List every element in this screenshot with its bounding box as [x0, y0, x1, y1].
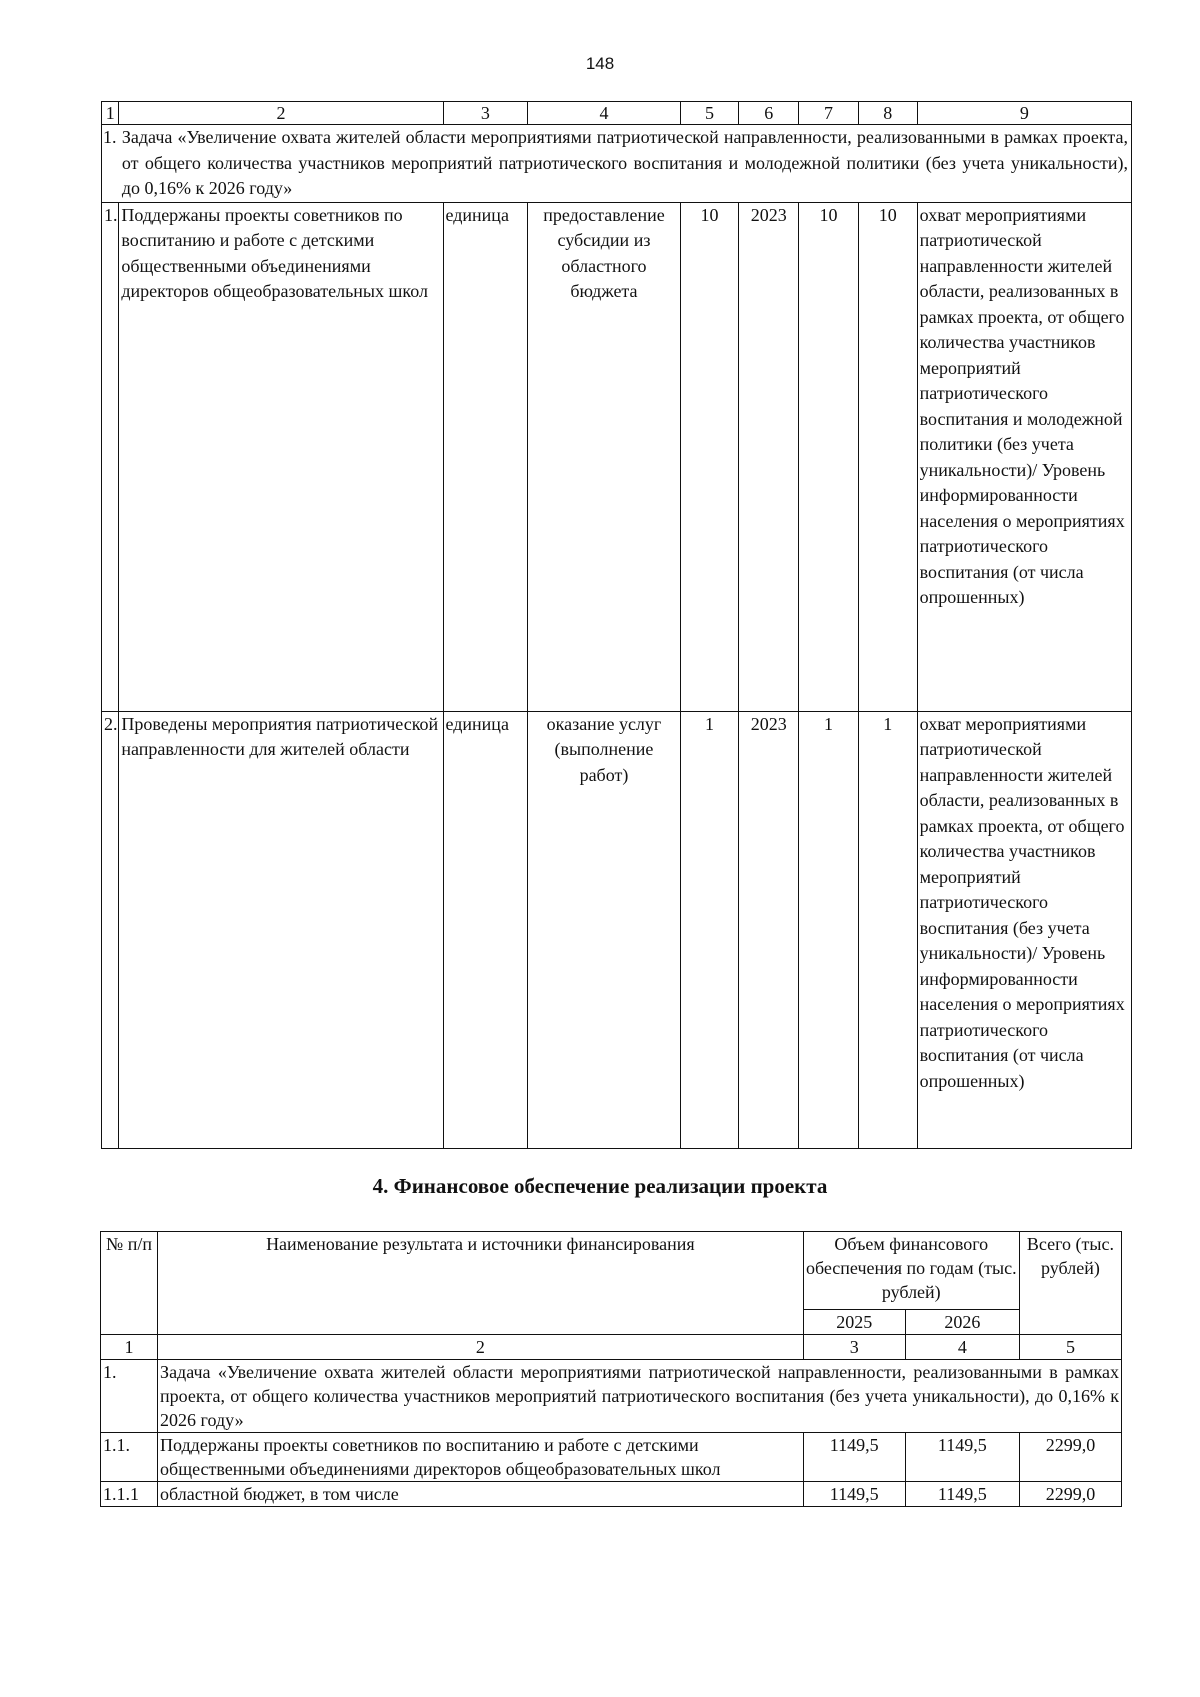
- finance-header-row: [101, 1232, 1122, 1310]
- finance-task-row: [101, 1360, 1122, 1433]
- table-row: [101, 1482, 1122, 1507]
- result-type: оказание услуг (выполнение работ): [528, 711, 680, 1148]
- col-header: 1: [102, 102, 119, 125]
- task-text: Задача «Увеличение охвата жителей области мероприятиями патриотической направленности, реализованными в рамках проекта, от общего количества участников мероприятий патриотического воспитания и молодежной политики (без учета уникальности), до 0,16% к 2026 году»: [119, 125, 1132, 203]
- indicator-link: охват мероприятиями патриотической направленности жителей области, реализованных в рамках проекта, от общего количества участников мероприятий патриотического воспитания (без учета уникальности)/ Уровень информированности населения о мероприятиях патриотического воспитания (от числа опрошенных): [917, 711, 1131, 1148]
- task-number: 1.: [102, 125, 119, 203]
- header-volume: Объем финансового обеспечения по годам (тыс. рублей): [803, 1232, 1019, 1310]
- col-header: 7: [799, 102, 859, 125]
- table-row: [101, 1433, 1122, 1482]
- col-header: 8: [858, 102, 917, 125]
- table-row: [102, 202, 1132, 711]
- task-row: [102, 125, 1132, 203]
- base-value: 1: [680, 711, 739, 1148]
- amount-total: 2299,0: [1019, 1433, 1121, 1482]
- col-header: 4: [528, 102, 680, 125]
- unit: единица: [443, 711, 528, 1148]
- col-header: 6: [739, 102, 799, 125]
- header-total: Всего (тыс. рублей): [1019, 1232, 1121, 1335]
- col-number: 1: [101, 1335, 158, 1360]
- header-name: Наименование результата и источники финансирования: [158, 1232, 804, 1335]
- col-number: 4: [905, 1335, 1019, 1360]
- value-2026: 10: [858, 202, 917, 711]
- task-number: 1.: [101, 1360, 158, 1433]
- col-header: 5: [680, 102, 739, 125]
- results-table: [101, 101, 1132, 1149]
- base-year: 2023: [739, 202, 799, 711]
- col-header: 2: [119, 102, 443, 125]
- result-name: Поддержаны проекты советников по воспитанию и работе с детскими общественными объединениями директоров общеобразовательных школ: [158, 1433, 804, 1482]
- amount-total: 2299,0: [1019, 1482, 1121, 1507]
- result-name: Поддержаны проекты советников по воспитанию и работе с детскими общественными объединениями директоров общеобразовательных школ: [119, 202, 443, 711]
- finance-table: [100, 1231, 1122, 1507]
- header-year-2026: 2026: [905, 1310, 1019, 1335]
- base-value: 10: [680, 202, 739, 711]
- value-2025: 10: [799, 202, 859, 711]
- task-text: Задача «Увеличение охвата жителей области мероприятиями патриотической направленности, реализованными в рамках проекта, от общего количества участников мероприятий патриотического воспитания (без учета уникальности), до 0,16% к 2026 году»: [158, 1360, 1122, 1433]
- header-num: № п/п: [101, 1232, 158, 1335]
- section-title: 4. Финансовое обеспечение реализации проекта: [372, 1174, 828, 1198]
- col-number: 2: [158, 1335, 804, 1360]
- indicator-link: охват мероприятиями патриотической направленности жителей области, реализованных в рамках проекта, от общего количества участников мероприятий патриотического воспитания и молодежной политики (без учета уникальности)/ Уровень информированности населения о мероприятиях патриотического воспитания (от числа опрошенных): [917, 202, 1131, 711]
- amount-2026: 1149,5: [905, 1482, 1019, 1507]
- col-number: 5: [1019, 1335, 1121, 1360]
- row-number: 1.1.: [101, 1433, 158, 1482]
- source-name: областной бюджет, в том числе: [158, 1482, 804, 1507]
- value-2025: 1: [799, 711, 859, 1148]
- unit: единица: [443, 202, 528, 711]
- value-2026: 1: [858, 711, 917, 1148]
- result-type: предоставление субсидии из областного бюджета: [528, 202, 680, 711]
- results-table-header: [102, 102, 1132, 125]
- amount-2026: 1149,5: [905, 1433, 1019, 1482]
- page-number: 148: [585, 54, 615, 73]
- amount-2025: 1149,5: [803, 1433, 905, 1482]
- amount-2025: 1149,5: [803, 1482, 905, 1507]
- col-header: 3: [443, 102, 528, 125]
- base-year: 2023: [739, 711, 799, 1148]
- header-year-2025: 2025: [803, 1310, 905, 1335]
- table-row: [102, 711, 1132, 1148]
- row-number: 2.: [102, 711, 119, 1148]
- row-number: 1.1.1: [101, 1482, 158, 1507]
- col-number: 3: [803, 1335, 905, 1360]
- result-name: Проведены мероприятия патриотической направленности для жителей области: [119, 711, 443, 1148]
- finance-colnums-row: [101, 1335, 1122, 1360]
- col-header: 9: [917, 102, 1131, 125]
- row-number: 1.: [102, 202, 119, 711]
